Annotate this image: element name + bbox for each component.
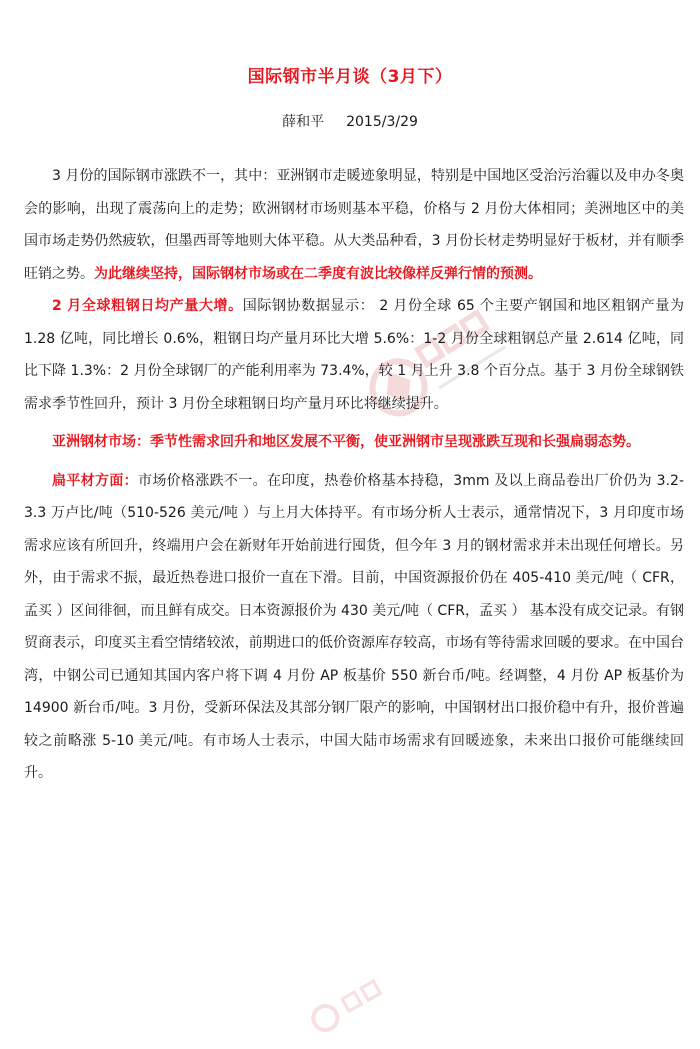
publish-date: 2015/3/29: [346, 114, 418, 130]
paragraph-crude-steel-heading: 2 月全球粗钢日均产量大增。: [52, 298, 243, 314]
paragraph-intro-highlight: 为此继续坚持，国际钢材市场或在二季度有波比较像样反弹行情的预测。: [94, 265, 542, 282]
article-body: [24, 160, 684, 790]
author-name: 薛和平: [282, 114, 325, 130]
watermark-small-icon: [298, 951, 422, 1046]
byline: [0, 111, 700, 131]
paragraph-flat-products: [24, 465, 684, 790]
paragraph-intro: [24, 160, 684, 290]
paragraph-asia-heading: [24, 426, 684, 459]
flat-products-heading: 扁平材方面：: [52, 472, 138, 489]
paragraph-crude-steel: [24, 290, 684, 420]
paragraph-intro-text: 3 月份的国际钢市涨跌不一，其中：亚洲钢市走暖迹象明显，特别是中国地区受治污治霾以及申办冬奥会的影响，出现了震荡向上的走势；欧洲钢材市场则基本平稳，价格与 2 月份大体相同；美洲地区中的美国市场走势仍然疲软，但墨西哥等地则大体平稳。从大类品种看，3 月份长材走势明显好于板材，并有顺季旺销之势。: [24, 168, 684, 282]
page-title: 国际钢市半月谈（3月下）: [247, 67, 453, 87]
flat-products-text: 市场价格涨跌不一。在印度，热卷价格基本持稳，3mm 及以上商品卷出厂价仍为 3.2-3.3 万卢比/吨（510-526 美元/吨 ）与上月大体持平。有市场分析人士表示，通常情况下，3 月印度市场需求应该有所回升，终端用户会在新财年开始前进行囤货，但今年 3 月的钢材需求并未出现任何增长。另外，由于需求不振，最近热卷进口报价一直在下滑。目前，中国资源报价仍在 405-410 美元/吨（ CFR，孟买 ）区间徘徊，而且鲜有成交。日本资源报价为 430 美元/吨（ CFR，孟买 ） 基本没有成交记录。有钢贸商表示，印度买主看空情绪较浓，前期进口的低价资源库存较高，市场有等待需求回暖的要求。在中国台湾，中钢公司已通知其国内客户将下调 4 月份 AP 板基价 550 新台币/吨。经调整，4 月份 AP 板基价为 14900 新台币/吨。3 月份，受新环保法及其部分钢厂限产的影响，中国钢材出口报价稳中有升，报价普遍较之前略涨 5-10 美元/吨。有市场人士表示，中国大陆市场需求有回暖迹象，未来出口报价可能继续回升。: [24, 472, 685, 781]
asia-market-heading: 亚洲钢材市场：季节性需求回升和地区发展不平衡，使亚洲钢市呈现涨跌互现和长强扁弱态势。: [52, 434, 640, 450]
paragraph-crude-steel-text: 国际钢协数据显示： 2 月份全球 65 个主要产钢国和地区粗钢产量为 1.28 亿吨，同比增长 0.6%，粗钢日均产量月环比大增 5.6%：1-2 月份全球粗钢总产量 2.614 亿吨，同比下降 1.3%：2 月份全球钢厂的产能利用率为 73.4%，较 1 月上升 3.8 个百分点。基于 3 月份全球钢铁需求季节性回升，预计 3 月份全球粗钢日均产量月环比将继续提升。: [24, 298, 684, 412]
